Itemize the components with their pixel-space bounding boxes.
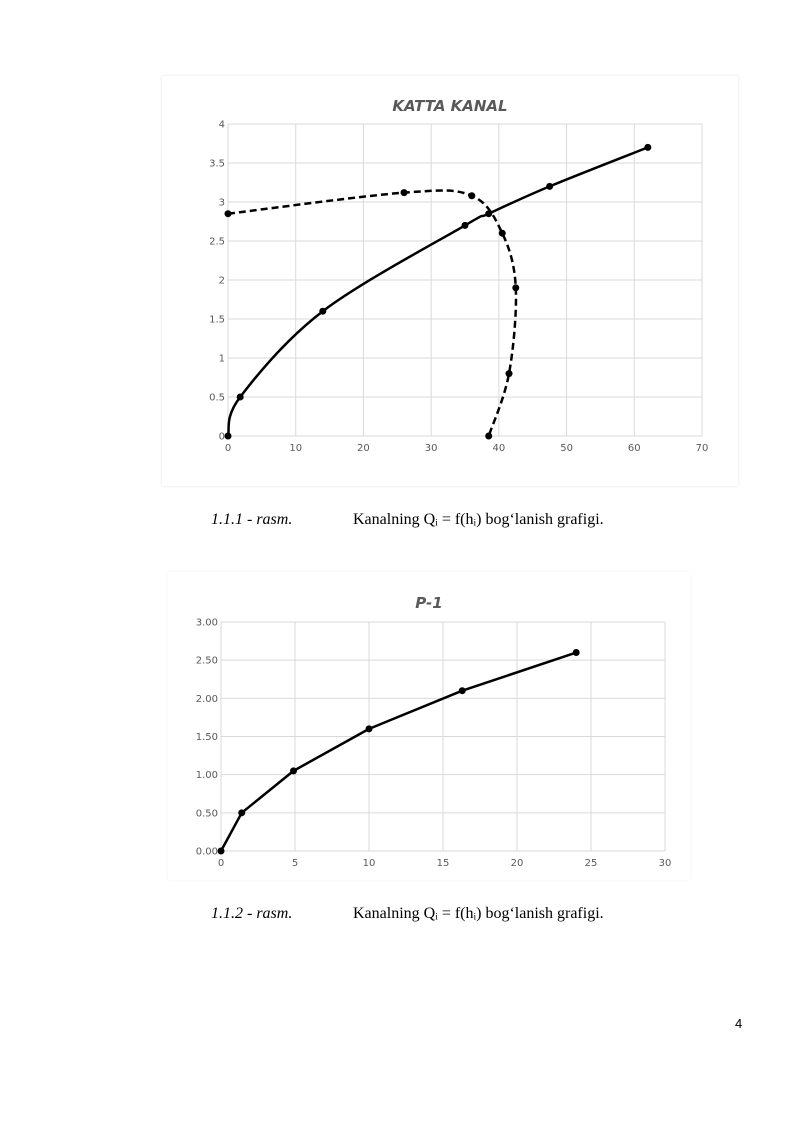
y-tick-label: 2.50 [195, 655, 218, 667]
page-number: 4 [735, 1016, 743, 1031]
x-tick-label: 20 [357, 443, 370, 454]
series-line-dashed [228, 190, 516, 436]
data-point [218, 848, 225, 855]
caption-number: 1.1.2 - rasm. [211, 905, 293, 922]
chart-p1-plot [168, 572, 690, 880]
figure-caption-2 [211, 905, 604, 923]
x-tick-label: 10 [362, 858, 376, 869]
y-tick-label: 1.50 [195, 732, 218, 743]
y-tick-label: 0 [218, 431, 225, 443]
caption-number: 1.1.1 - rasm. [211, 511, 293, 528]
x-tick-label: 60 [627, 443, 641, 454]
data-point [506, 370, 513, 377]
y-tick-label: 0.5 [209, 392, 225, 404]
data-point [366, 725, 373, 732]
data-point [225, 433, 232, 440]
chart-title: KATTA KANAL [392, 97, 508, 115]
data-point [290, 767, 297, 774]
data-point [468, 192, 475, 199]
y-tick-label: 3 [218, 197, 225, 209]
data-point [319, 308, 326, 315]
x-tick-label: 70 [695, 443, 709, 454]
chart-katta-kanal [162, 76, 738, 486]
y-tick-label: 1 [218, 353, 225, 365]
y-tick-label: 3.00 [195, 617, 218, 629]
x-tick-label: 5 [291, 858, 299, 869]
x-tick-label: 50 [560, 443, 573, 454]
data-point [644, 144, 651, 151]
caption-text: Kanalning Qᵢ = f(hᵢ) bog‘lanish grafigi. [353, 905, 604, 922]
data-point [225, 210, 232, 217]
y-tick-label: 2.5 [209, 236, 225, 248]
y-tick-label: 0.50 [195, 808, 218, 820]
x-tick-label: 0 [224, 443, 232, 454]
y-tick-label: 4 [218, 119, 225, 131]
y-tick-label: 1.00 [195, 770, 218, 782]
data-point [512, 284, 519, 291]
y-tick-label: 2 [218, 275, 225, 287]
data-point [237, 394, 244, 401]
series-line-solid [221, 653, 576, 851]
chart-katta-kanal-plot [162, 76, 738, 486]
data-point [573, 649, 580, 656]
y-tick-label: 3.5 [209, 158, 225, 170]
data-point [238, 809, 245, 816]
data-point [462, 222, 469, 229]
x-tick-label: 30 [424, 443, 438, 454]
y-tick-label: 2.00 [195, 693, 218, 705]
figure-caption-1 [211, 511, 604, 529]
x-tick-label: 25 [584, 858, 598, 869]
x-tick-label: 20 [510, 858, 524, 869]
x-tick-label: 40 [492, 443, 506, 454]
chart-title: P-1 [415, 594, 443, 612]
caption-text: Kanalning Qᵢ = f(hᵢ) bog‘lanish grafigi. [353, 511, 604, 528]
data-point [401, 189, 408, 196]
y-tick-label: 0.00 [195, 846, 218, 858]
x-tick-label: 15 [436, 858, 450, 869]
x-tick-label: 0 [217, 858, 225, 869]
x-tick-label: 30 [658, 858, 672, 869]
x-tick-label: 10 [289, 443, 303, 454]
data-point [546, 183, 553, 190]
y-tick-label: 1.5 [209, 314, 225, 326]
data-point [459, 687, 466, 694]
data-point [485, 433, 492, 440]
chart-p1 [168, 572, 690, 880]
data-point [499, 230, 506, 237]
